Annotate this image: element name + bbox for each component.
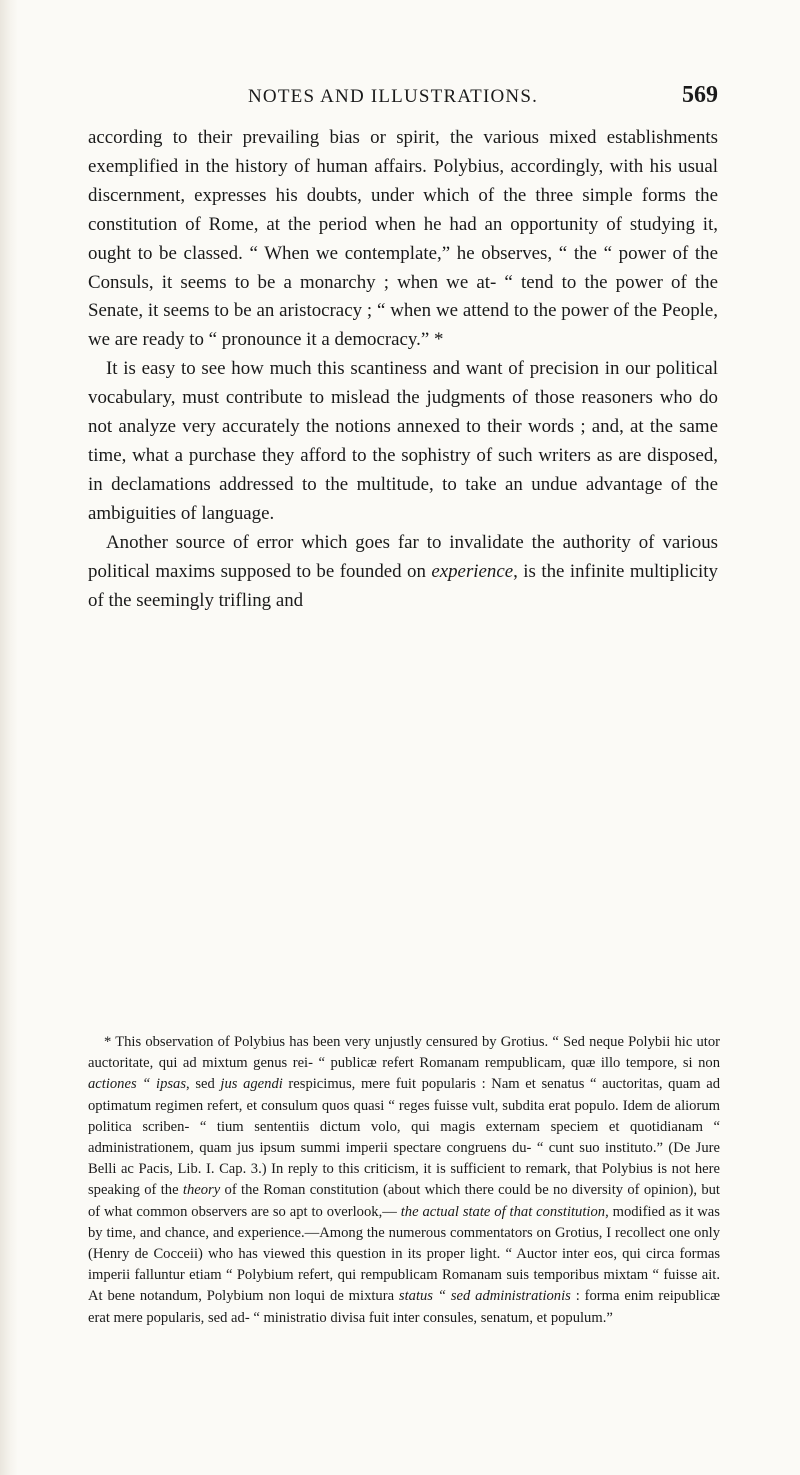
footnote-text-4: of the Roman constitution (about which there could be no diversity of opinion), but of what common observers are so apt to overlook,—	[88, 1182, 720, 1220]
footnote	[88, 1032, 720, 1329]
footnote-text-1: * This observation of Polybius has been very unjustly censured by Grotius. “ Sed neque Polybii hic utor auctoritate, qui ad mixtum genus rei- “ publicæ refert Romanam rempublicam, quæ illo tempore, si non	[88, 1034, 720, 1072]
footnote-italic-4: the actual state of that constitution	[400, 1203, 606, 1220]
footnote-italic-1: actiones “ ipsas	[88, 1076, 187, 1093]
page-number: 569	[682, 82, 718, 108]
page-gutter-shadow	[0, 0, 18, 1475]
footnote-text-5: , modified as it was by time, and chance, and experience.—Among the numerous commentators on Grotius, I recollect one only (Henry de Cocceii) who has viewed this question in its proper light. “ Auctor inter eos, qui circa formas imperii falluntur etiam “ Polybium refert, qui rempublicam Romanam suis temporibus mixtam “ fuisse ait. At bene notandum, Polybium non loqui de mixtura	[88, 1203, 720, 1305]
paragraph-3	[88, 529, 718, 616]
paragraph-3-text: Another source of error which goes far to invalidate the authority of various political maxims supposed to be founded on	[88, 531, 718, 582]
footnote-paragraph	[88, 1032, 720, 1329]
footnote-text-6: : forma enim reipublicæ erat mere popularis, sed ad- “ ministratio divisa fuit inter consules, senatum, et populum.”	[88, 1288, 720, 1326]
paragraph-3-continuation: , is the infinite multiplicity of the seemingly trifling and	[88, 560, 718, 611]
footnote-italic-3: theory	[182, 1182, 221, 1199]
footnote-text-3: respicimus, mere fuit popularis : Nam et senatus “ auctoritas, quam ad optimatum regimen refert, et consulum quos quasi “ reges fuisse vult, subdita erat populo. Idem de aliorum politica scriben- “ tium sententiis dictum volo, qui magis externam speciem et quotidianam “ administrationem, quam jus ipsum summi imperii spectare congruens du- “ cunt suo instituto.” (De Jure Belli ac Pacis, Lib. I. Cap. 3.) In reply to this criticism, it is sufficient to remark, that Polybius is not here speaking of the	[88, 1076, 720, 1199]
running-head	[248, 82, 718, 120]
paragraph-3-emphasis: experience	[431, 560, 514, 582]
paragraph-1: according to their prevailing bias or spirit, the various mixed establishments exemplified in the history of human affairs. Polybius, accordingly, with his usual discernment, expresses his doubts, under which of the three simple forms the constitution of Rome, at the period when he had an opportunity of studying it, ought to be classed. “ When we contemplate,” he observes, “ the “ power of the Consuls, it seems to be a monarchy ; when we at- “ tend to the power of the Senate, it seems to be an aristocracy ; “ when we attend to the power of the People, we are ready to “ pronounce it a democracy.” *	[88, 127, 718, 351]
paragraph-2: It is easy to see how much this scantiness and want of precision in our political vocabulary, must contribute to mislead the judgments of those reasoners who do not analyze very accurately the notions annexed to their words ; and, at the same time, what a purchase they afford to the sophistry of such writers as are disposed, in declamations addressed to the multitude, to take an undue advantage of the ambiguities of language.	[88, 358, 718, 524]
main-text	[88, 124, 718, 615]
footnote-text-2: , sed	[186, 1076, 221, 1093]
running-head-title: NOTES AND ILLUSTRATIONS.	[248, 86, 539, 107]
footnote-italic-2: jus agendi	[220, 1076, 283, 1093]
footnote-italic-5: status “ sed administrationis	[398, 1288, 571, 1305]
